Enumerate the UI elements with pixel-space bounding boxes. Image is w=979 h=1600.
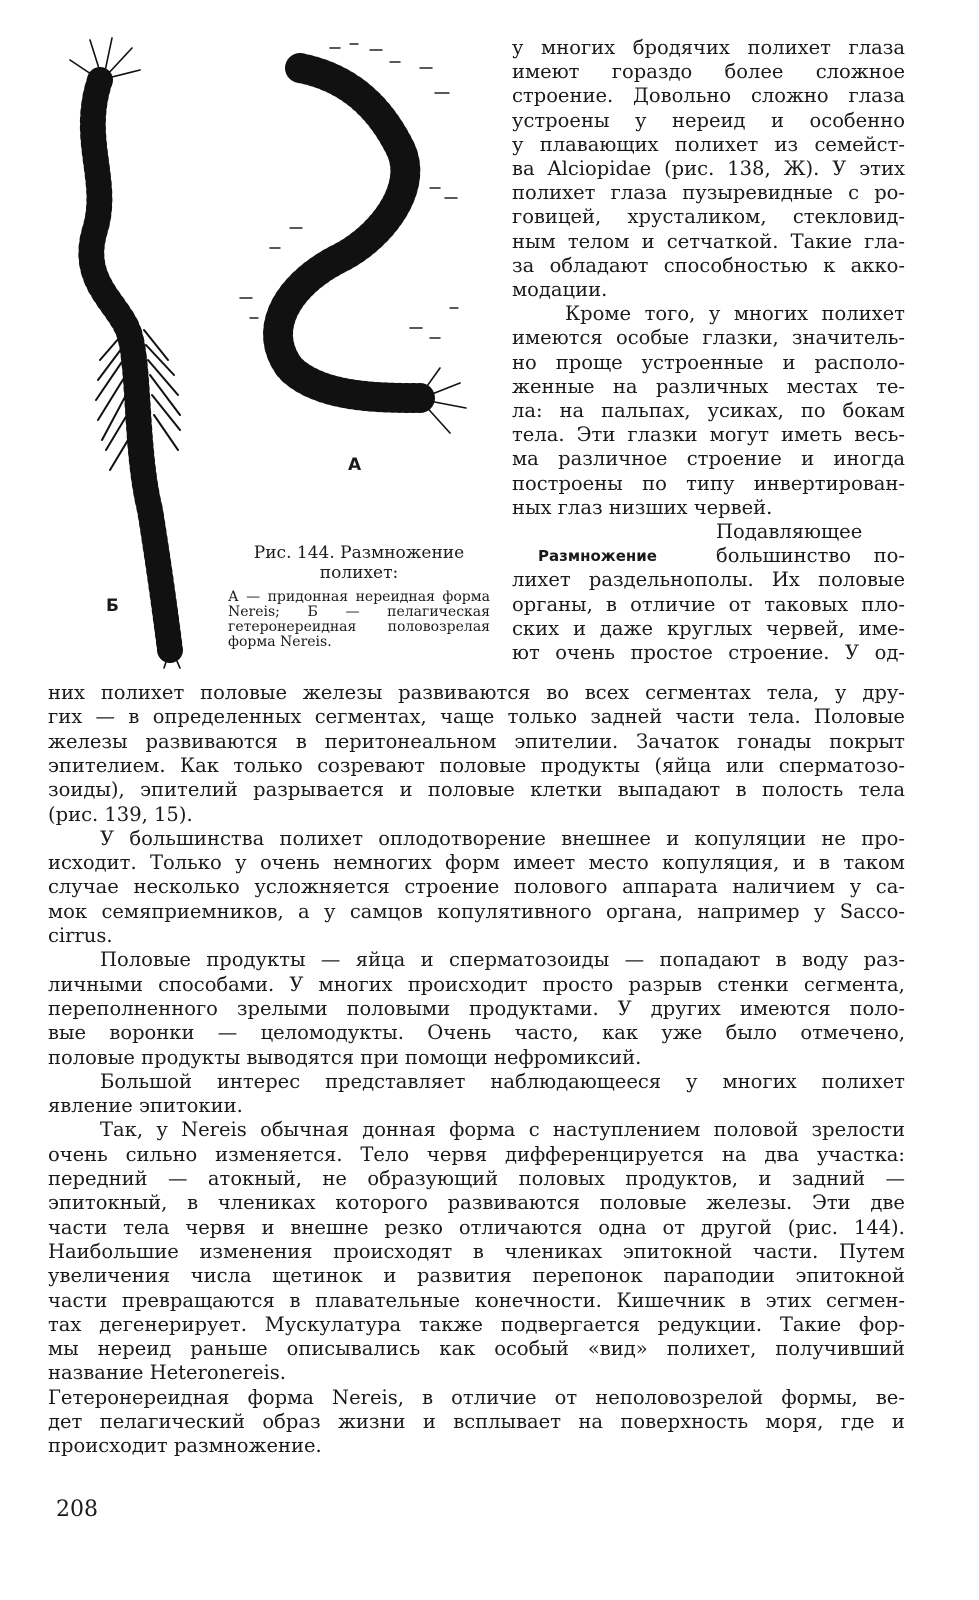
body-line: дет пелагический образ жизни и всплывает на поверхность моря, где и xyxy=(48,1410,905,1433)
column-line: модации. xyxy=(512,278,608,301)
column-line: имеют гораздо более сложное xyxy=(512,60,905,84)
body-line: Наибольшие изменения происходят в члениках эпитокной части. Путем xyxy=(48,1239,905,1263)
body-line: мок семяприемников, а у самцов копулятивного органа, например у Sacco- xyxy=(48,899,905,923)
body-line: У большинства полихет оплодотворение внешнее и копуляции не про- xyxy=(100,826,905,850)
column-line: ных глаз низших червей. xyxy=(512,495,773,519)
worm-a-illustration xyxy=(230,38,490,458)
body-line: зоиды), эпителий разрывается и половые клетки выпадают в полость тела xyxy=(48,778,905,802)
column-line: лихет раздельнополы. Их половые xyxy=(512,568,905,592)
body-line: явление эпитокии. xyxy=(48,1094,243,1118)
body-line: эпителием. Как только созревают половые продукты (яйца или сперматозо- xyxy=(48,753,905,777)
column-line: у многих бродячих полихет глаза xyxy=(512,36,905,59)
column-line: ют очень простое строение. У од- xyxy=(512,641,905,664)
body-line: название Heteronereis. xyxy=(48,1361,286,1385)
body-line: очень сильно изменяется. Тело червя дифференцируется на два участка: xyxy=(48,1142,905,1166)
column-line: Кроме того, у многих полихет xyxy=(565,302,905,326)
column-line: говицей, хрусталиком, стекловид- xyxy=(512,205,905,229)
body-line: вые воронки — целомодукты. Очень часто, как уже было отмечено, xyxy=(48,1021,905,1045)
column-line: ских и даже круглых червей, име- xyxy=(512,616,905,640)
worm-b-illustration xyxy=(40,30,200,670)
body-line: Большой интерес представляет наблюдающееся у многих полихет xyxy=(100,1069,905,1093)
column-line: за обладают способностью к акко- xyxy=(512,253,905,277)
body-line: личными способами. У многих происходит просто разрыв стенки сегмента, xyxy=(48,972,905,996)
body-line: части превращаются в плавательные конечности. Кишечник в этих сегмен- xyxy=(48,1288,905,1312)
body-line: происходит размножение. xyxy=(48,1434,322,1458)
column-line: ва Alciopidae (рис. 138, Ж). У этих xyxy=(512,157,905,180)
figure-caption-body: А — придонная нереидная форма Nereis; Б — пелагическая гетеронереидная половозрелая форма Nereis. xyxy=(228,589,490,650)
column-line: построены по типу инвертирован- xyxy=(512,471,905,495)
figure-label-b: Б xyxy=(106,596,119,616)
body-line: эпитокный, в члениках которого развиваются половые железы. Эти две xyxy=(48,1191,905,1215)
column-line: Подавляющее xyxy=(716,520,863,543)
body-line: случае несколько усложняется строение полового аппарата наличием у са- xyxy=(48,875,905,899)
body-line: части тела червя и внешне резко отличаются одна от другой (рис. 144). xyxy=(48,1215,905,1239)
body-line: половые продукты выводятся при помощи нефромиксий. xyxy=(48,1045,642,1069)
column-line: строение. Довольно сложно глаза xyxy=(512,84,905,108)
column-line: у плавающих полихет из семейст- xyxy=(512,132,905,156)
section-sidehead: Размножение xyxy=(538,547,657,565)
body-line: передний — атокный, не образующий половых продуктов, и задний — xyxy=(48,1167,905,1190)
column-line: ма различное строение и иногда xyxy=(512,447,905,471)
body-line: мы нереид раньше описывались как особый «вид» полихет, получивший xyxy=(48,1337,905,1361)
body-line: них полихет половые железы развиваются во всех сегментах тела, у дру- xyxy=(48,681,905,704)
body-line: Гетеронереидная форма Nereis, в отличие от неполовозрелой формы, ве- xyxy=(48,1385,905,1409)
body-line: тах дегенерирует. Мускулатура также подвергается редукции. Такие фор- xyxy=(48,1312,905,1336)
column-line: ным телом и сетчаткой. Такие гла- xyxy=(512,229,905,253)
body-line: исходит. Только у очень немногих форм имеет место копуляция, и в таком xyxy=(48,851,905,875)
column-line: полихет глаза пузыревидные с ро- xyxy=(512,181,905,205)
body-line: переполненного зрелыми половыми продуктами. У других имеются поло- xyxy=(48,996,905,1020)
column-line: органы, в отличие от таковых пло- xyxy=(512,592,905,616)
page-number: 208 xyxy=(56,1497,98,1522)
figure-label-a: А xyxy=(348,455,362,475)
column-line: ла: на пальпах, усиках, по бокам xyxy=(512,399,905,422)
body-line: Половые продукты — яйца и сперматозоиды — попадают в воду раз- xyxy=(100,948,905,972)
body-line: увеличения числа щетинок и развития перепонок параподии эпитокной xyxy=(48,1264,905,1288)
body-line: Так, у Nereis обычная донная форма с наступлением половой зрелости xyxy=(100,1118,905,1142)
column-line: тела. Эти глазки могут иметь весь- xyxy=(512,423,905,447)
body-line: cirrus. xyxy=(48,924,113,947)
column-line: но проще устроенные и располо- xyxy=(512,350,905,374)
figure-caption-title: Рис. 144. Размножение полихет: xyxy=(253,543,465,583)
column-line: большинство по- xyxy=(716,544,905,568)
column-line: устроены у нереид и особенно xyxy=(512,108,905,132)
body-line: гих — в определенных сегментах, чаще только задней части тела. Половые xyxy=(48,705,905,729)
body-line: (рис. 139, 15). xyxy=(48,802,193,826)
column-line: имеются особые глазки, значитель- xyxy=(512,326,905,350)
column-line: женные на различных местах те- xyxy=(512,374,905,398)
body-line: железы развиваются в перитонеальном эпителии. Зачаток гонады покрыт xyxy=(48,729,905,753)
